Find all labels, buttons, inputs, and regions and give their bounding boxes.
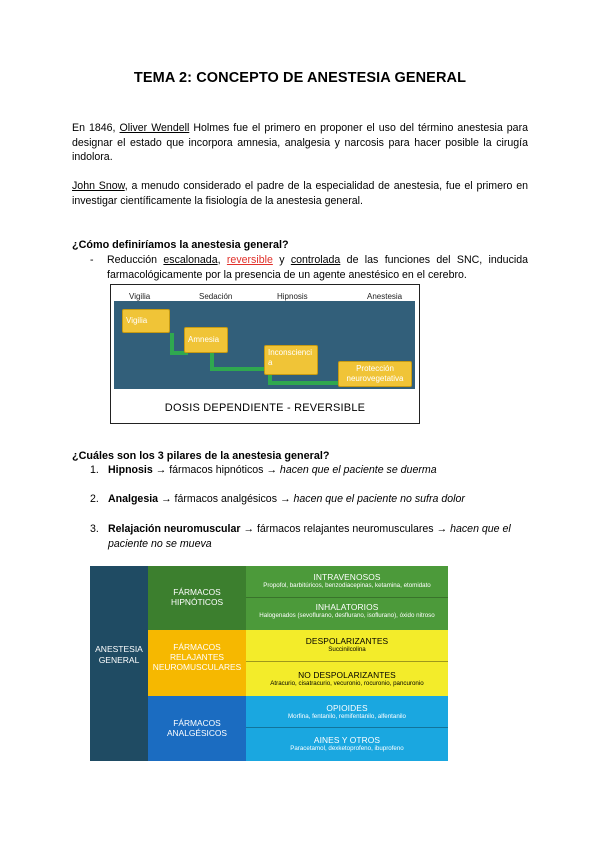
diagram-box-inconsciencia: Inconsciencia — [264, 345, 318, 375]
diagram-box-vigilia: Vigilia — [122, 309, 170, 333]
diagram-box-amnesia: Amnesia — [184, 327, 228, 353]
anesthesia-stages-diagram — [110, 284, 420, 424]
page-title: TEMA 2: CONCEPTO DE ANESTESIA GENERAL — [133, 70, 467, 86]
diagram-stage-label: Hipnosis — [277, 292, 308, 301]
diagram-connector — [268, 381, 340, 385]
diagram-box-proteccion: Protección neurovegetativa — [338, 361, 412, 387]
table-group-analgesicos: FÁRMACOS ANALGÉSICOS — [148, 696, 246, 761]
table-row: NO DESPOLARIZANTES Atracurio, cisatracurio, vecuronio, rocuronio, pancuronio — [246, 662, 448, 696]
pillar-item-analgesia: 2. Analgesia → fármacos analgésicos → hacen que el paciente no sufra dolor — [90, 493, 465, 505]
diagram-stage-label: Sedación — [199, 292, 233, 301]
diagram-stage-label: Anestesia — [367, 292, 403, 301]
table-root-cell — [90, 566, 148, 761]
diagram-caption: DOSIS DEPENDIENTE - REVERSIBLE — [164, 402, 366, 414]
pillar-item-hipnosis: 1. Hipnosis → fármacos hipnóticos → hacen que el paciente se duerma — [90, 464, 437, 476]
definition-heading: ¿Cómo definiríamos la anestesia general? — [72, 239, 289, 251]
diagram-stage-label: Vigilia — [129, 292, 151, 301]
table-row: OPIOIDES Morfina, fentanilo, remifentanilo, alfentanilo — [246, 696, 448, 728]
person-name-snow: John Snow — [72, 180, 125, 192]
table-group-hipnoticos: FÁRMACOS HIPNÓTICOS — [148, 566, 246, 630]
table-root-label: ANESTESIA GENERAL — [95, 644, 143, 665]
pillar-item-relajacion: 3. Relajación neuromuscular → fármacos relajantes neuromusculares → hacen que el paciente no se mueva — [90, 523, 511, 550]
definition-bullet: - Reducción escalonada, reversible y controlada de las funciones del SNC, inducida farmacológicamente por la presencia de un agente anestésico en el cerebro. — [90, 254, 529, 281]
table-row: INHALATORIOS Halogenados (sevoflurano, desflurano, isoflurano), óxido nitroso — [246, 598, 448, 630]
table-row: INTRAVENOSOS Propofol, barbitúricos, benzodiacepinas, ketamina, etomidato — [246, 566, 448, 598]
pillars-heading: ¿Cuáles son los 3 pilares de la anestesia general? — [72, 450, 330, 462]
table-row: DESPOLARIZANTES Succinilcolina — [246, 630, 448, 662]
intro-paragraph-1: En 1846, Oliver Wendell Holmes fue el primero en proponer el uso del término anestesia para designar el estado que incorpora amnesia, analgesia y narcosis para hacer posible la cirugía indolora. — [72, 122, 528, 164]
intro-paragraph-2: John Snow, a menudo considerado el padre de la especialidad de anestesia, fue el primero en investigar científicamente la fisiología de la anestesia general. — [72, 180, 528, 207]
diagram-panel — [114, 301, 415, 389]
person-name-holmes: Oliver Wendell — [119, 122, 190, 134]
diagram-connector — [210, 367, 266, 371]
table-group-relajantes: FÁRMACOS RELAJANTES NEUROMUSCULARES — [148, 630, 246, 696]
table-row: AINES Y OTROS Paracetamol, dexketoprofeno, ibuprofeno — [246, 728, 448, 761]
anesthesia-drugs-table — [90, 566, 448, 761]
keyword-reversible: reversible — [226, 254, 273, 266]
